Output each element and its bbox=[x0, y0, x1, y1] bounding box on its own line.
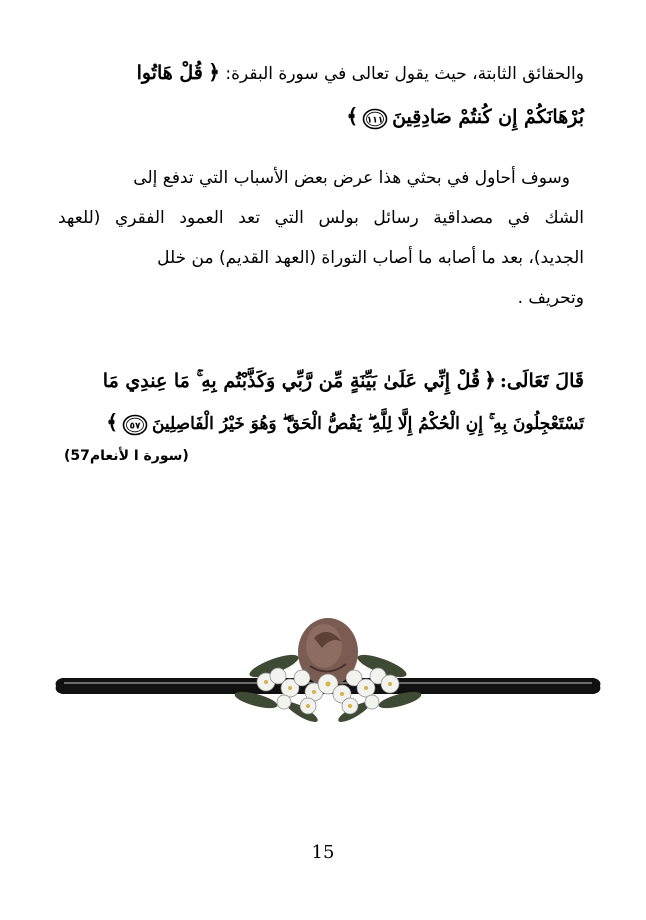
verse-line-1: قُلْ إِنِّي عَلَىٰ بَيِّنَةٍ مِّن رَّبِّي وَكَذَّبْتُم بِهِ ۚ مَا عِندِي مَا bbox=[102, 370, 481, 392]
floral-divider bbox=[52, 608, 604, 728]
verse-close-bracket: ﴾ bbox=[346, 104, 359, 128]
verse-block-line-2 bbox=[58, 410, 584, 436]
page-number: 15 bbox=[311, 842, 335, 863]
paragraph-1-line-1 bbox=[58, 60, 584, 84]
paragraph-2-text-4: وتحريف . bbox=[517, 288, 584, 308]
paragraph-2-line-3 bbox=[58, 248, 584, 268]
verse-reference: (سورة ا لأنعام57) bbox=[64, 448, 189, 464]
ayah-number-mark-2 bbox=[122, 414, 148, 436]
verse-close-bracket-2: ﴾ bbox=[106, 410, 118, 434]
ayah-number-text-2: ٥٧ bbox=[129, 421, 141, 432]
verse-open-bracket: ﴿ bbox=[208, 60, 220, 84]
paragraph-2-text-1: وسوف أحاول في بحثي هذا عرض بعض الأسباب التي تدفع إلى bbox=[133, 168, 570, 188]
paragraph-2-text-2: الشك في مصداقية رسائل بولس التي تعد العمود الفقري (للعهد bbox=[58, 208, 584, 228]
verse-intro: قَالَ تَعَالَى: bbox=[499, 370, 584, 392]
paragraph-1-text: والحقائق الثابتة، حيث يقول تعالى في سورة البقرة: bbox=[225, 64, 584, 84]
ayah-number-mark bbox=[362, 108, 388, 130]
verse-open-bracket-2: ﴿ bbox=[484, 368, 496, 392]
paragraph-2-line-2 bbox=[58, 208, 584, 228]
ayah-number-text: ١١١ bbox=[366, 115, 384, 126]
paragraph-2-line-4 bbox=[58, 288, 584, 308]
verse-fragment-1: قُلْ هَاتُوا bbox=[136, 62, 203, 84]
verse-block-line-1 bbox=[58, 368, 584, 392]
paragraph-2-text-3: الجديد)، بعد ما أصابه ما أصاب التوراة (العهد القديم) من خلل bbox=[157, 248, 584, 268]
verse-fragment-2: بُرْهَانَكُمْ إِن كُنتُمْ صَادِقِينَ bbox=[392, 106, 584, 128]
verse-line-2: تَسْتَعْجِلُونَ بِهِ ۚ إِنِ الْحُكْمُ إِلَّا لِلَّهِ ۖ يَقُصُّ الْحَقَّ ۖ وَهُوَ خَيْرُ الْفَاصِلِينَ bbox=[151, 414, 584, 434]
paragraph-1-line-2 bbox=[58, 104, 584, 130]
paragraph-2-line-1 bbox=[58, 168, 570, 188]
